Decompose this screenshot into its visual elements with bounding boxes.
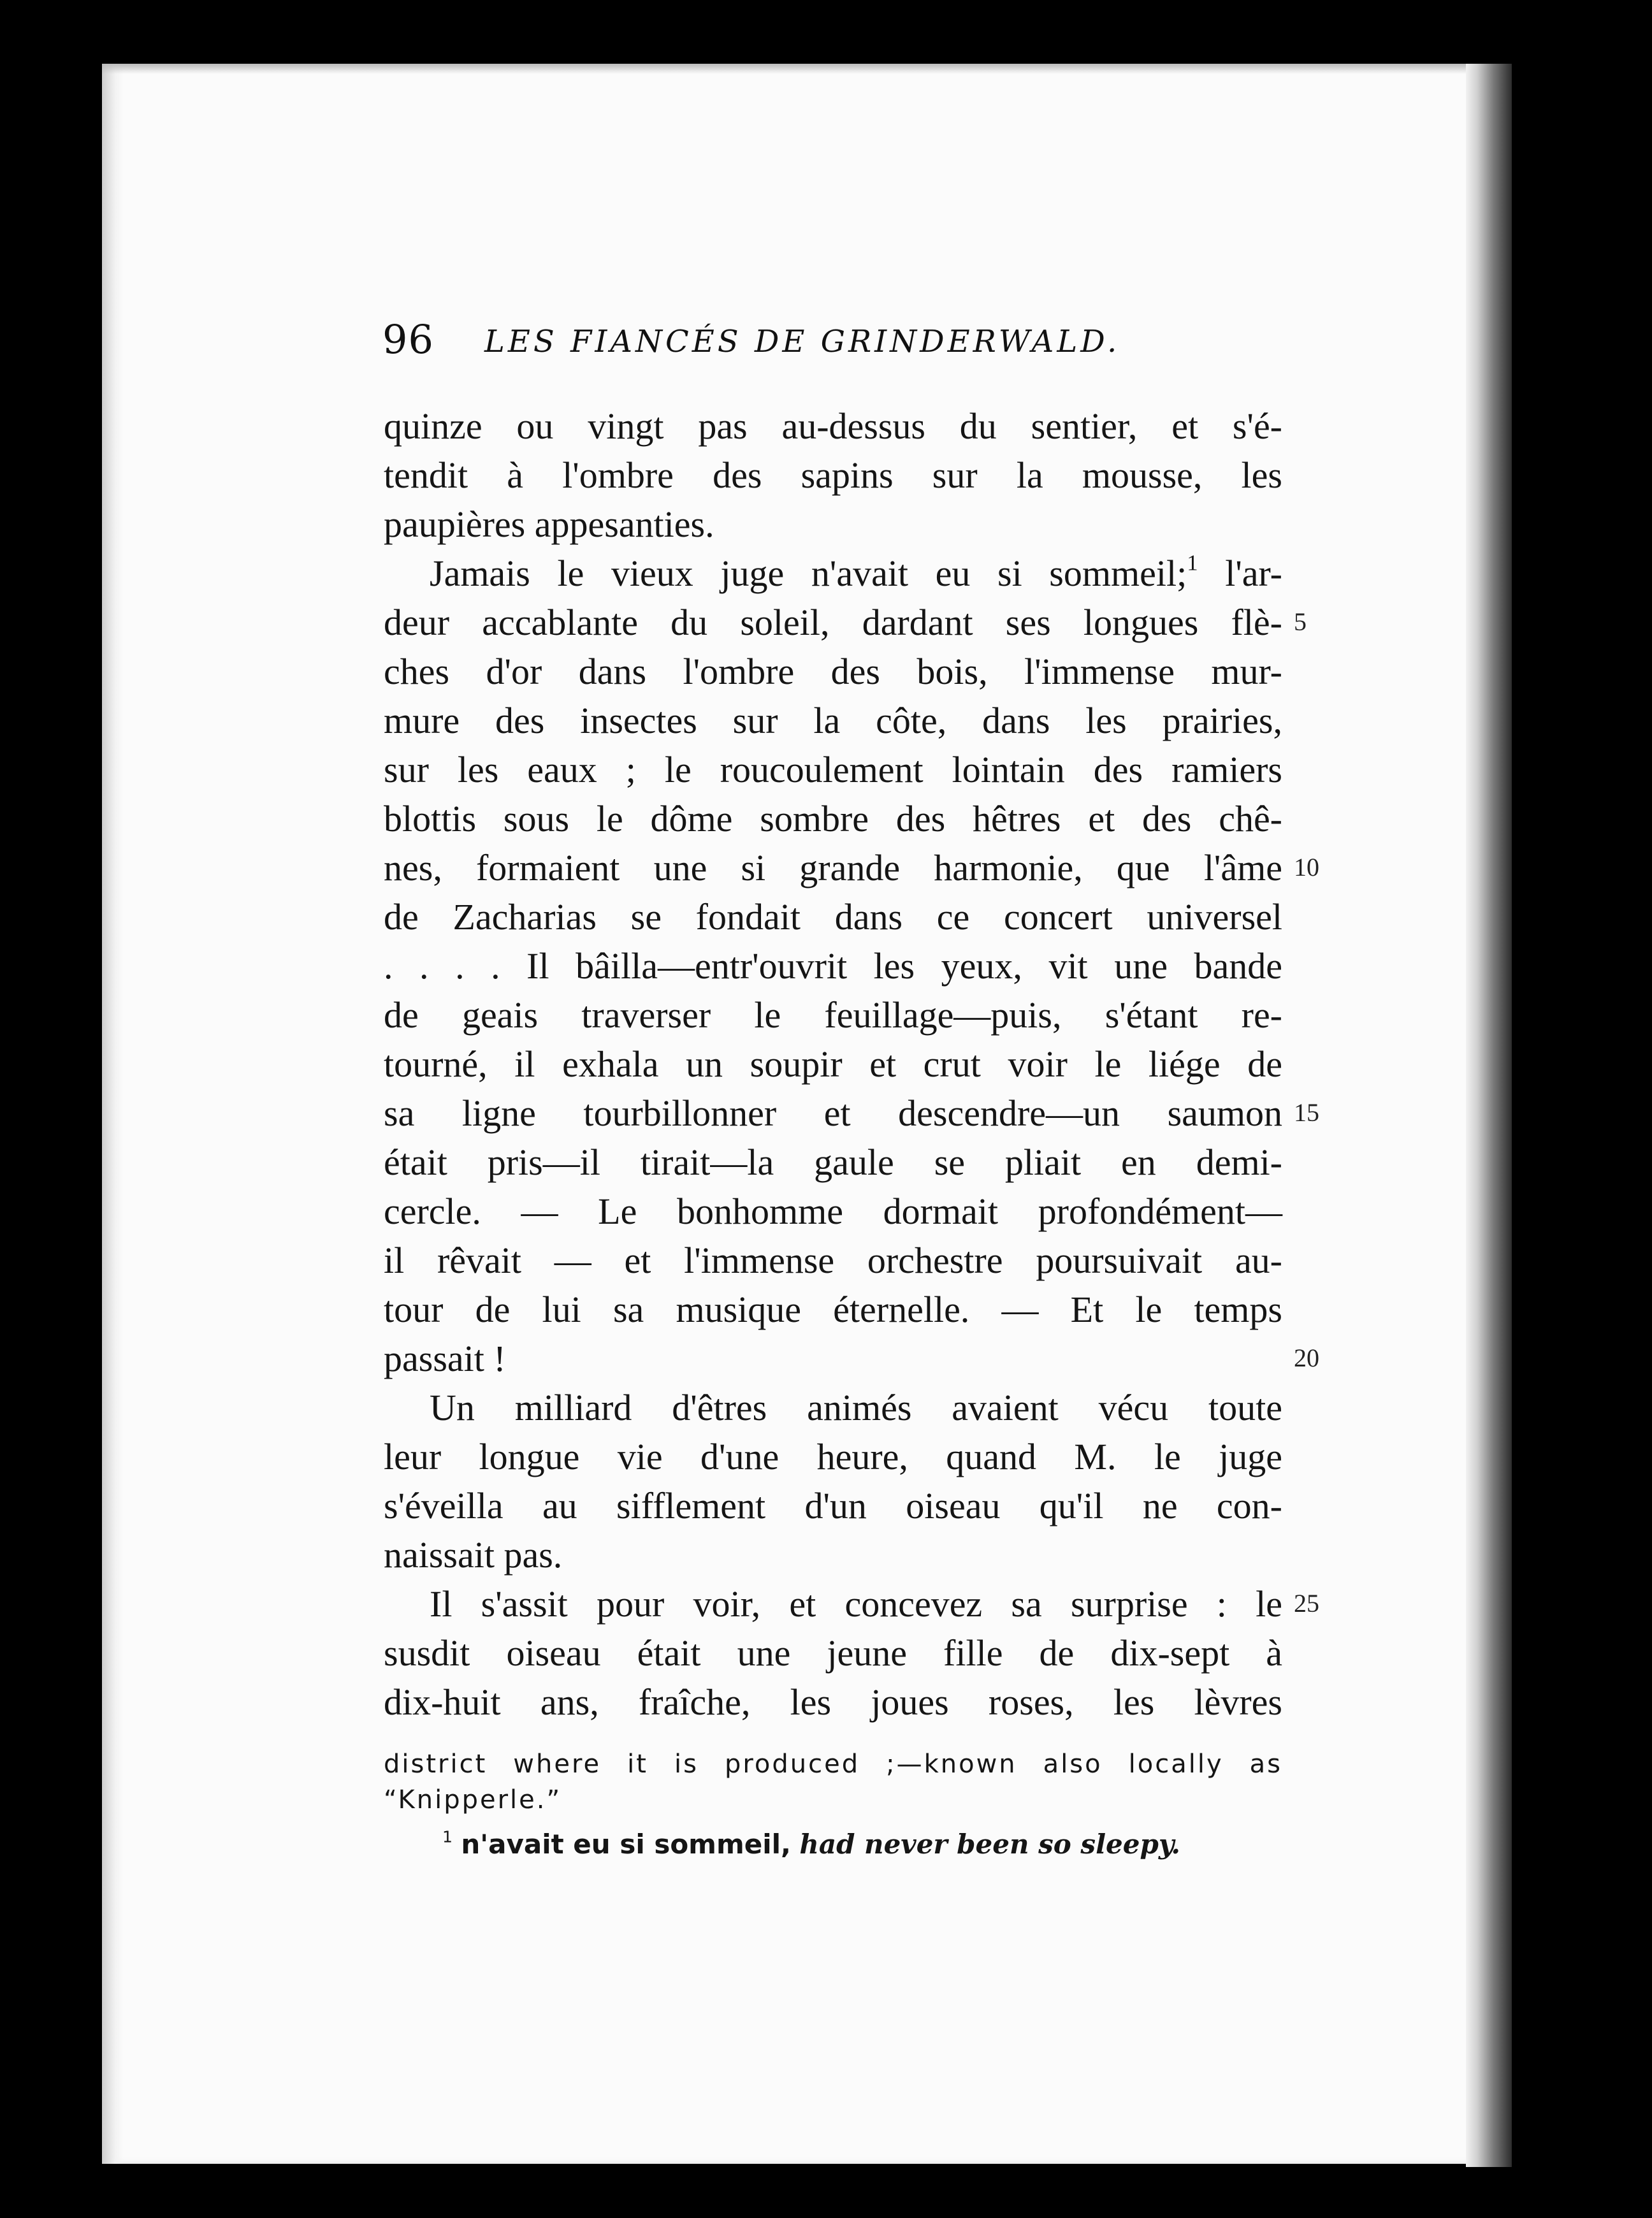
text-line: mure des insectes sur la côte, dans les prairies, [384,700,1282,741]
text-line: deur accablante du soleil, dardant ses longues flè- [384,602,1282,643]
footnote-continued-line: “Knipperle.” [384,1785,562,1815]
text-line: quinze ou vingt pas au-dessus du sentier, et s'é- [384,405,1282,447]
text-line: naissait pas. [384,1534,563,1576]
text-line-start: Jamais le vieux juge n'avait eu si sommeil; [430,553,1187,594]
text-line: de Zacharias se fondait dans ce concert universel [384,896,1282,938]
text-line: . . . . Il bâilla—entr'ouvrit les yeux, vit une bande [384,945,1282,987]
body-text [384,402,1282,1727]
text-line: sur les eaux ; le roucoulement lointain des ramiers [384,749,1282,790]
line-number: 5 [1294,607,1307,636]
text-line: Un milliard d'êtres animés avaient vécu toute [430,1387,1282,1428]
text-line: passait ! [384,1338,506,1379]
text-line: s'éveilla au sifflement d'un oiseau qu'il ne con- [384,1485,1282,1526]
line-number: 25 [1294,1589,1319,1618]
text-line: tendit à l'ombre des sapins sur la mousse, les [384,454,1282,496]
text-line: de geais traverser le feuillage—puis, s'étant re- [384,994,1282,1036]
text-line: ches d'or dans l'ombre des bois, l'immense mur- [384,651,1282,692]
footnote-term: n'avait eu si sommeil, [461,1829,791,1860]
footnotes [384,1746,1282,1865]
text-line: paupières appesanties. [384,504,714,545]
line-number: 10 [1294,853,1319,881]
text-line-end: l'ar- [1198,553,1282,594]
page-top-shadow [102,64,1495,74]
text-line: susdit oiseau était une jeune fille de dix-sept à [384,1632,1282,1674]
text-line: tour de lui sa musique éternelle. — Et le temps [384,1289,1282,1330]
page-fore-edge [1466,64,1512,2167]
text-line: cercle. — Le bonhomme dormait profondément— [384,1191,1282,1232]
footnote-marker: 1 [1187,550,1198,576]
page-number: 96 [382,316,434,363]
footnote-continued-line: district where it is produced ;—known also locally as [384,1750,1282,1779]
text-line: blottis sous le dôme sombre des hêtres et des chê- [384,798,1282,839]
text-line [384,549,1282,598]
line-number: 20 [1294,1344,1319,1372]
text-line: il rêvait — et l'immense orchestre poursuivait au- [384,1240,1282,1281]
footnote-translation: had never been so sleepy. [799,1829,1181,1860]
footnote-1 [384,1824,1282,1865]
page-gutter-shadow [102,64,124,2164]
text-line: Il s'assit pour voir, et concevez sa surprise : le [430,1583,1282,1625]
text-line: nes, formaient une si grande harmonie, que l'âme [384,847,1282,888]
footnote-number: 1 [442,1827,453,1846]
running-head [382,316,1294,373]
text-line: était pris—il tirait—la gaule se pliait en demi- [384,1142,1282,1183]
line-number: 15 [1294,1098,1319,1127]
text-line: tourné, il exhala un soupir et crut voir le liége de [384,1043,1282,1085]
text-line: leur longue vie d'une heure, quand M. le juge [384,1436,1282,1477]
text-line: dix-huit ans, fraîche, les joues roses, les lèvres [384,1681,1282,1723]
text-line: sa ligne tourbillonner et descendre—un saumon [384,1092,1282,1134]
running-title: LES FIANCÉS DE GRINDERWALD. [484,324,1120,359]
